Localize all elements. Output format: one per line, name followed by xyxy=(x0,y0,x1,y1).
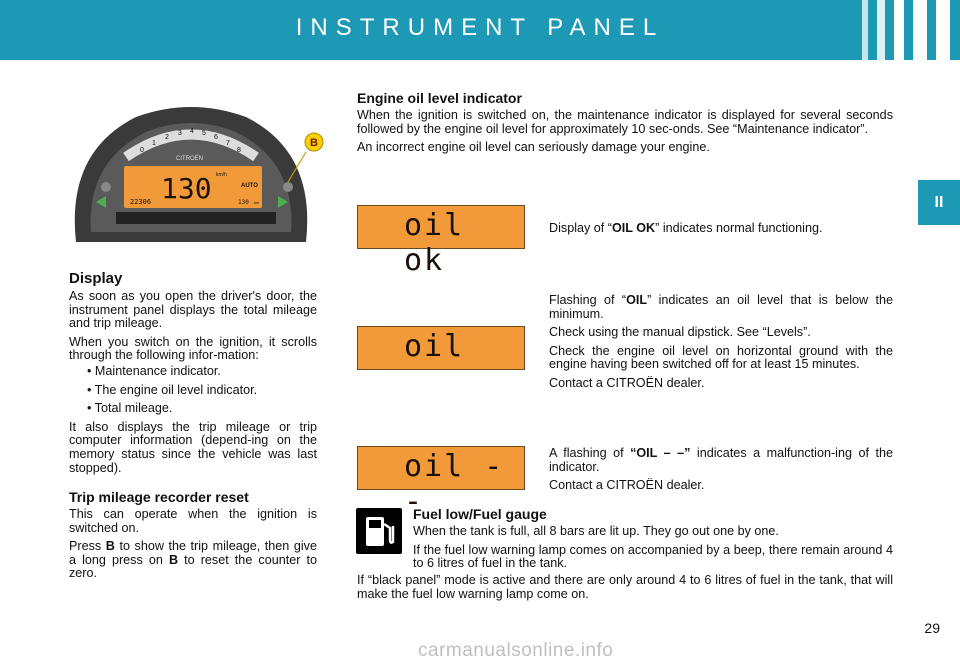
oil-paragraph-1: When the ignition is switched on, the maintenance indicator is displayed for several seconds followed by the engine oil level for approximately 10 sec-onds. See “Maintenance indicator”. xyxy=(357,108,893,136)
dial-tick-6: 6 xyxy=(214,134,218,141)
chapter-tab: II xyxy=(918,180,960,225)
fuel-paragraph-1: When the tank is full, all 8 bars are lit up. They go out one by one. xyxy=(413,524,779,538)
dial-tick-3: 3 xyxy=(178,130,182,137)
oil-fault-text: A flashing of “OIL – –” indicates a malfunction-ing of the indicator. Contact a CITROËN dealer. xyxy=(549,446,893,493)
brand-label: CITROËN xyxy=(176,156,203,162)
page-title: INSTRUMENT PANEL xyxy=(295,14,665,41)
fuel-paragraph-2: If the fuel low warning lamp comes on accompanied by a beep, there remain around 4 to 6 litres of fuel in the tank. xyxy=(413,542,893,571)
oil-ok-text: Display of “OIL OK” indicates normal functioning. xyxy=(549,221,823,235)
display-heading: Display xyxy=(69,270,123,287)
oil-intro xyxy=(357,109,893,160)
key-b: B xyxy=(168,552,179,567)
odometer-readout: 22306 xyxy=(130,198,152,206)
lcd-oil-ok: oil ok xyxy=(357,205,525,249)
bullet-maintenance: • Maintenance indicator. xyxy=(87,363,221,378)
dial-tick-0: 0 xyxy=(140,147,144,154)
button-b-icon xyxy=(283,182,293,192)
oil-paragraph-2: An incorrect engine oil level can seriously damage your engine. xyxy=(357,140,710,155)
dial-tick-4: 4 xyxy=(190,128,194,135)
header-banner xyxy=(0,0,960,60)
banner-stripes xyxy=(862,0,950,60)
speed-unit: km/h xyxy=(216,172,227,178)
bullet-oil-level: • The engine oil level indicator. xyxy=(87,382,258,397)
speed-readout: 130 xyxy=(161,172,212,205)
dial-tick-5: 5 xyxy=(202,130,206,137)
mode-label: AUTO xyxy=(241,183,258,189)
trip-reset-paragraph-2: Press B to show the trip mileage, then give a long press on B to reset the counter to zero. xyxy=(69,539,317,581)
fuel-paragraph-3: If “black panel” mode is active and there are only around 4 to 6 litres of fuel in the tank, that will make the fuel low warning lamp come on. xyxy=(357,573,893,601)
dial-tick-1: 1 xyxy=(152,140,156,147)
fuel-heading: Fuel low/Fuel gauge xyxy=(413,506,547,522)
fuel-section xyxy=(413,525,893,576)
trip-unit: km xyxy=(254,200,260,205)
trip-reset-heading: Trip mileage recorder reset xyxy=(69,489,249,505)
fuel-pump-icon xyxy=(356,508,402,554)
trip-readout: 130 xyxy=(238,199,249,206)
lcd-oil-fault: oil -- xyxy=(357,446,525,490)
lcd-oil-low: oil xyxy=(357,326,525,370)
display-paragraph-2: When you switch on the ignition, it scrolls through the following infor-mation: xyxy=(69,334,317,363)
trip-reset-paragraph-1: This can operate when the ignition is switched on. xyxy=(69,507,317,535)
callout-b-label: B xyxy=(310,137,318,149)
display-section xyxy=(69,290,317,480)
button-a-icon xyxy=(101,182,111,192)
bullet-total-mileage: • Total mileage. xyxy=(87,401,173,416)
dial-tick-8: 8 xyxy=(237,147,241,154)
dial-tick-7: 7 xyxy=(226,140,230,147)
key-b: B xyxy=(105,539,115,554)
dial-tick-2: 2 xyxy=(165,134,169,141)
instrument-cluster-image xyxy=(66,92,316,252)
oil-heading: Engine oil level indicator xyxy=(357,90,522,106)
oil-low-text: Flashing of “OIL” indicates an oil level that is below the minimum. Check using the manual dipstick. See “Levels”. Check the engine oil level on horizontal ground with the engine having been switched off for at least 15 minutes. Contact a CITROËN dealer. xyxy=(549,293,893,390)
display-paragraph-3: It also displays the trip mileage or trip computer information (depend-ing on the memory status since the vehicle was last stopped). xyxy=(69,419,317,475)
watermark: carmanualsonline.info xyxy=(418,640,614,661)
page-number: 29 xyxy=(924,620,940,636)
display-paragraph-1: As soon as you open the driver's door, the instrument panel displays the total mileage and trip mileage. xyxy=(69,289,317,331)
trip-reset-section xyxy=(69,508,317,586)
